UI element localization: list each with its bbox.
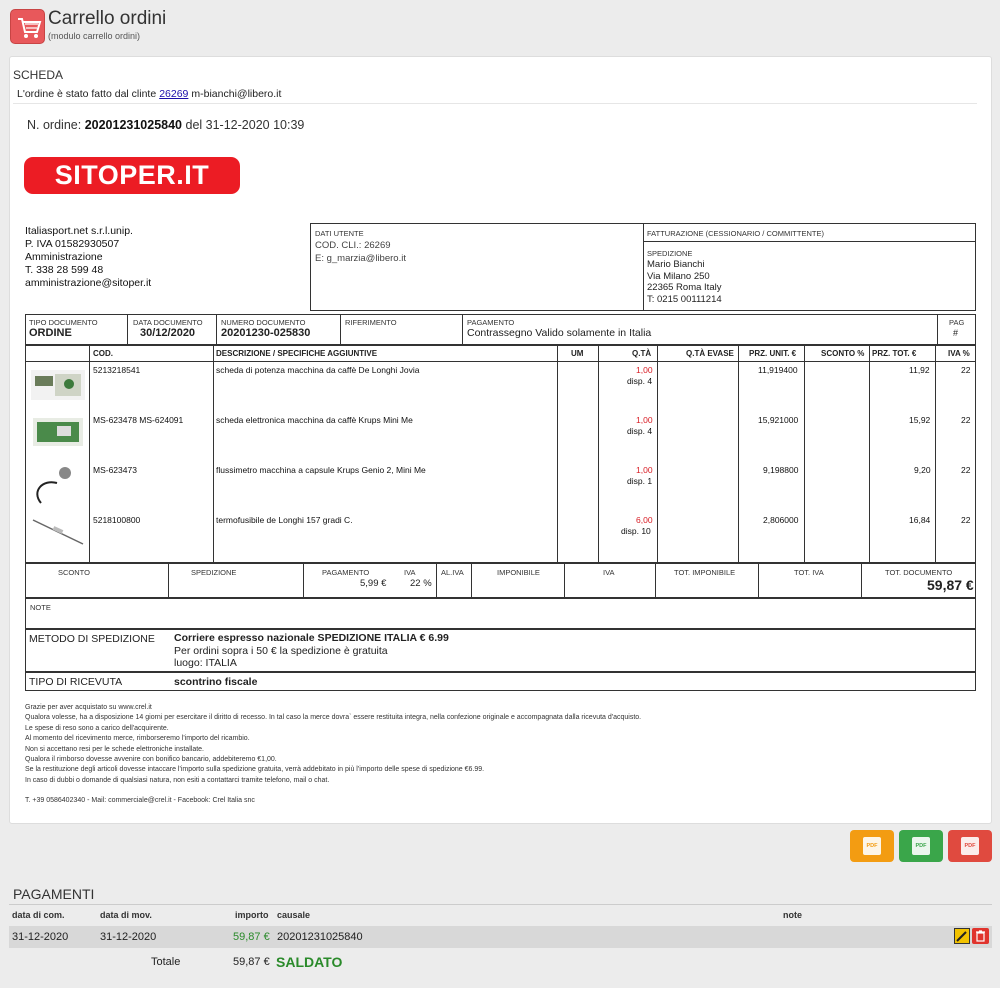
item-availability: disp. 4 [627, 376, 653, 386]
delete-icon[interactable] [972, 928, 989, 944]
footer-line: Al momento del ricevimento merce, rimborseremo l'importo del ricambio. [25, 735, 250, 743]
item-code: 5213218541 [93, 365, 141, 375]
payments-title: PAGAMENTI [13, 886, 95, 902]
divider [213, 345, 214, 563]
divider [168, 563, 169, 598]
order-number: 20201231025840 [84, 118, 183, 132]
doc-number: 20201230-025830 [221, 327, 311, 339]
item-availability: disp. 1 [627, 476, 653, 486]
col-reason: causale [277, 910, 311, 920]
payment-status-badge: SALDATO [276, 954, 343, 970]
divider [935, 345, 936, 563]
ship-street: Via Milano 250 [647, 270, 710, 282]
divider [804, 345, 805, 563]
total-doc-label: TOT. DOCUMENTO [885, 568, 953, 577]
company-phone: T. 338 28 599 48 [25, 264, 104, 276]
divider [598, 345, 599, 563]
client-link[interactable]: 26269 [159, 88, 189, 100]
notes-box [25, 598, 976, 629]
payment-row[interactable] [9, 926, 992, 948]
col-qty: Q.TÀ [632, 349, 652, 358]
company-vat: P. IVA 01582930507 [25, 238, 120, 250]
col-cod: COD. [93, 349, 113, 358]
doc-number-label: NUMERO DOCUMENTO [221, 318, 306, 327]
payment-amount: 59,87 € [233, 931, 270, 943]
item-qty: 1,00 [636, 465, 653, 475]
shipping-place: luogo: ITALIA [174, 657, 237, 669]
col-vat: IVA % [948, 349, 970, 358]
payment-vat-label: IVA [404, 568, 416, 577]
item-unit-price: 2,806000 [763, 515, 799, 525]
company-logo: SITOPER.IT [24, 157, 240, 194]
item-desc: termofusibile de Longhi 157 gradi C. [216, 515, 353, 525]
payment-vat: 22 % [410, 578, 432, 589]
divider [869, 345, 870, 563]
shipping-cost-label: SPEDIZIONE [191, 568, 237, 577]
total-amount: 59,87 € [233, 956, 270, 968]
item-availability: disp. 4 [627, 426, 653, 436]
divider [89, 345, 90, 563]
product-image [29, 364, 87, 407]
footer-line: Grazie per aver acquistato su www.crel.it [25, 704, 152, 711]
divider [643, 241, 976, 242]
total-doc: 59,87 € [927, 577, 974, 593]
vat-label: IVA [603, 568, 615, 577]
ship-name: Mario Bianchi [647, 259, 705, 270]
divider [303, 563, 304, 598]
company-dept: Amministrazione [25, 251, 103, 263]
footer-line: Qualora il rimborso dovesse avvenire con bonifico bancario, addebiteremo €1,00. [25, 756, 277, 764]
divider [127, 314, 128, 345]
payment-date-com: 31-12-2020 [12, 931, 69, 943]
item-total: 9,20 [914, 465, 931, 475]
total-taxable-label: TOT. IMPONIBILE [674, 568, 736, 577]
cart-icon [10, 9, 45, 44]
shipping-label: SPEDIZIONE [647, 249, 693, 258]
items-table [25, 345, 976, 563]
item-desc: scheda elettronica macchina da caffè Krups Mini Me [216, 415, 413, 425]
item-vat: 22 [961, 415, 971, 425]
pdf-icon: PDF [961, 837, 979, 855]
item-qty: 6,00 [636, 515, 653, 525]
order-label: N. ordine: [27, 118, 82, 132]
user-code: COD. CLI.: 26269 [315, 240, 391, 251]
footer-line: Qualora volesse, ha a disposizione 14 giorni per esercitare il diritto di recesso. In tal caso la merce dovra` essere restituita integra, nella confezione originale e accompagnata dalla ricevuta d'acquisto. [25, 714, 642, 722]
col-qty-evase: Q.TÀ EVASE [686, 349, 734, 358]
item-code: MS-623473 [93, 465, 137, 475]
pdf-export-green-button[interactable] [899, 830, 943, 862]
divider [861, 563, 862, 598]
payment-label: PAGAMENTO [467, 318, 515, 327]
notes-label: NOTE [30, 603, 51, 612]
taxable-label: IMPONIBILE [497, 568, 540, 577]
item-total: 16,84 [909, 515, 931, 525]
doc-type: ORDINE [29, 327, 72, 339]
order-heading [27, 118, 304, 132]
item-vat: 22 [961, 365, 971, 375]
divider [758, 563, 759, 598]
col-total-price: PRZ. TOT. € [872, 349, 917, 358]
divider [738, 345, 739, 563]
item-total: 15,92 [909, 415, 931, 425]
pdf-export-red-button[interactable] [948, 830, 992, 862]
pdf-export-orange-button[interactable] [850, 830, 894, 862]
company-info [25, 225, 151, 290]
item-desc: flussimetro macchina a capsule Krups Genio 2, Mini Me [216, 465, 426, 475]
company-email: amministrazione@sitoper.it [25, 277, 152, 289]
divider [25, 361, 976, 362]
divider [216, 314, 217, 345]
item-qty: 1,00 [636, 365, 653, 375]
footer-contacts: T. +39 0586402340 - Mail: commerciale@crel.it - Facebook: Crel Italia snc [25, 797, 255, 805]
ship-city: 22365 Roma Italy [647, 282, 722, 293]
receipt-type: scontrino fiscale [174, 676, 258, 688]
page-label: PAG [949, 318, 965, 327]
payment-cost: 5,99 € [360, 578, 387, 589]
product-image [29, 412, 87, 455]
payment-date-mov: 31-12-2020 [100, 931, 157, 943]
shipping-method: Corriere espresso nazionale SPEDIZIONE ITALIA € 6.99 [174, 632, 449, 644]
item-code: 5218100800 [93, 515, 141, 525]
divider [557, 345, 558, 563]
item-desc: scheda di potenza macchina da caffè De Longhi Jovia [216, 365, 420, 375]
item-unit-price: 9,198800 [763, 465, 799, 475]
col-discount: SCONTO % [821, 349, 865, 358]
shipping-address [647, 259, 722, 305]
item-unit-price: 11,919400 [758, 365, 798, 375]
footer-line: Non si accettano resi per le schede elettroniche installate. [25, 745, 204, 753]
pdf-icon: PDF [912, 837, 930, 855]
item-code: MS-623478 MS-624091 [93, 415, 184, 425]
doc-date-label: DATA DOCUMENTO [133, 318, 203, 327]
item-qty: 1,00 [636, 415, 653, 425]
doc-date: 30/12/2020 [140, 327, 196, 339]
shipping-method-label: METODO DI SPEDIZIONE [29, 633, 155, 645]
company-name: Italiasport.net s.r.l.unip. [25, 225, 133, 237]
footer-line: Le spese di reso sono a carico dell'acquirente. [25, 724, 169, 732]
page-subtitle: (modulo carrello ordini) [48, 31, 141, 41]
payment-cost-label: PAGAMENTO [322, 568, 370, 577]
pdf-icon: PDF [863, 837, 881, 855]
item-unit-price: 15,921000 [758, 415, 799, 425]
divider [937, 314, 938, 345]
doc-type-label: TIPO DOCUMENTO [29, 318, 98, 327]
receipt-box [25, 672, 976, 691]
order-date: del 31-12-2020 10:39 [185, 118, 305, 132]
shipping-method-box [25, 629, 976, 672]
item-vat: 22 [961, 515, 971, 525]
divider [643, 223, 644, 311]
user-label: DATI UTENTE [315, 229, 364, 238]
col-notes: note [783, 910, 802, 920]
order-placed-info [17, 88, 281, 100]
divider [436, 563, 437, 598]
footer-line: Se la restituzione degli articoli dovesse intaccare l'importo sulla spedizione gratuita, verrà addebitato in più l'importo delle spese di spedizione €6.99. [25, 766, 485, 774]
divider [340, 314, 341, 345]
divider [462, 314, 463, 345]
receipt-label: TIPO DI RICEVUTA [29, 676, 123, 688]
divider [13, 103, 977, 104]
col-um: UM [571, 349, 584, 358]
col-amount: importo [235, 910, 269, 920]
col-unit-price: PRZ. UNIT. € [749, 349, 797, 358]
col-date-mov: data di mov. [100, 910, 152, 920]
section-title: SCHEDA [13, 68, 64, 82]
page-title: Carrello ordini [48, 8, 167, 29]
footer-spacer [25, 786, 955, 796]
item-total: 11,92 [909, 365, 930, 375]
total-label: Totale [151, 956, 181, 968]
footer-notes [25, 703, 955, 807]
payment-reason: 20201231025840 [277, 931, 363, 943]
divider [655, 563, 656, 598]
item-vat: 22 [961, 465, 971, 475]
col-date-com: data di com. [12, 910, 65, 920]
footer-line: In caso di dubbi o domande di qualsiasi natura, non esiti a contattarci tramite telefono, mail o chat. [25, 776, 330, 784]
payment-method: Contrassegno Valido solamente in Italia [467, 327, 652, 339]
client-email: m-bianchi@libero.it [191, 88, 282, 100]
user-email: E: g_marzia@libero.it [315, 253, 406, 264]
item-availability: disp. 10 [621, 526, 651, 536]
ship-phone: T: 0215 00111214 [647, 293, 722, 305]
billing-label: FATTURAZIONE (CESSIONARIO / COMMITTENTE) [647, 229, 824, 238]
divider [657, 345, 658, 563]
reference-label: RIFERIMENTO [345, 318, 397, 327]
divider [471, 563, 472, 598]
edit-icon[interactable] [954, 928, 970, 944]
product-image [29, 512, 87, 555]
divider [564, 563, 565, 598]
vat-rate-label: AL.IVA [441, 568, 464, 577]
col-desc: DESCRIZIONE / SPECIFICHE AGGIUNTIVE [216, 349, 378, 358]
shipping-note: Per ordini sopra i 50 € la spedizione è gratuita [174, 645, 388, 657]
discount-label: SCONTO [58, 568, 90, 577]
page-number: # [953, 328, 959, 338]
total-vat-label: TOT. IVA [794, 568, 824, 577]
divider [9, 904, 992, 905]
product-image [29, 461, 87, 512]
order-placed-text: L'ordine è stato fatto dal clinte [17, 88, 157, 100]
